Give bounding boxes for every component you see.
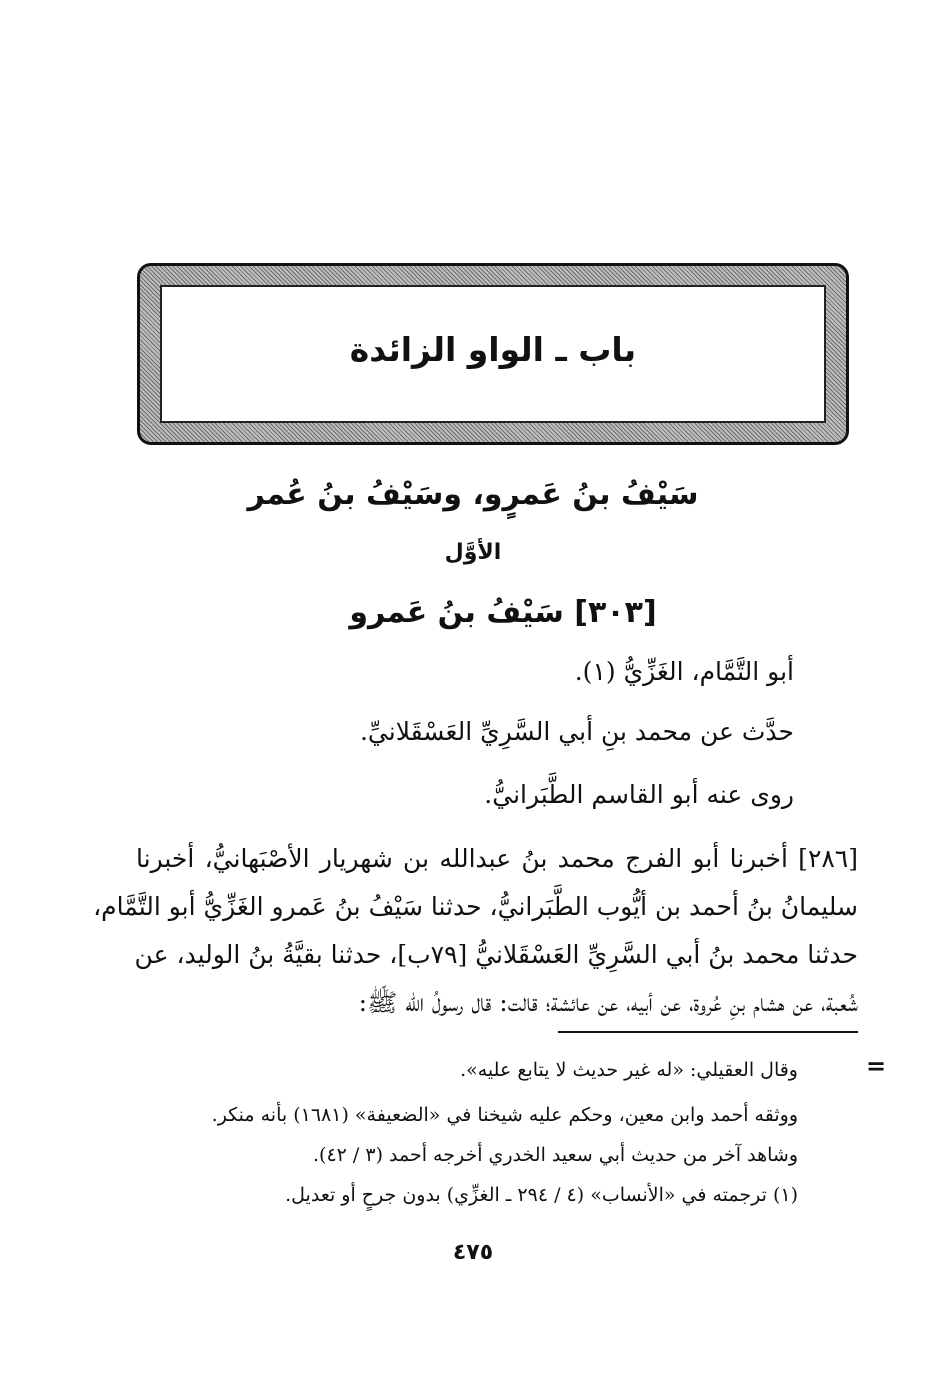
hadith-line: شُعبة، عن هشام بنِ عُروة، عن أبيه، عن عائشة؛ قالت: قال رسولُ الله ﷺ: <box>358 988 858 1017</box>
footnote-line: (١) ترجمته في «الأنساب» (٤ / ٢٩٤ ـ الغزِّي) بدون جرحٍ أو تعديل. <box>285 1184 798 1206</box>
chapter-banner-inner <box>160 285 826 423</box>
page-number: ٤٧٥ <box>452 1240 494 1265</box>
footnote-line: وشاهد آخر من حديث أبي سعيد الخدري أخرجه أحمد (٣ / ٤٢). <box>312 1144 798 1166</box>
chapter-banner <box>137 263 849 445</box>
entry-line-narrated-by: روى عنه أبو القاسم الطَّبَرانيُّ. <box>484 780 794 809</box>
hadith-line: سليمانُ بنُ أحمد بن أيُّوب الطَّبَرانيُّ، حدثنا سَيْفُ بنُ عَمرو الغَزِّيُّ أبو التَّمَّام، <box>93 892 858 921</box>
entry-line-narrated-from: حدَّث عن محمد بنِ أبي السَّرِيِّ العَسْقَلانيِّ. <box>359 717 794 746</box>
footnote-line: وقال العقيلي: «له غير حديث لا يتابع عليه». <box>460 1059 798 1081</box>
footnote-divider <box>558 1031 858 1033</box>
entry-heading: [٣٠٣] سَيْفُ بنُ عَمرو <box>349 595 657 630</box>
hadith-paragraph <box>93 835 858 1027</box>
footnote-continuation-mark: = <box>866 1052 887 1080</box>
hadith-line: [٢٨٦] أخبرنا أبو الفرج محمد بنُ عبدالله بن شهريار الأصْبَهانيُّ، أخبرنا <box>136 844 858 873</box>
hadith-line: حدثنا محمد بنُ أبي السَّرِيِّ العَسْقَلانيُّ [٧٩ب]، حدثنا بقيَّةُ بنُ الوليد، عن <box>134 940 858 969</box>
footnote-line: ووثقه أحمد وابن معين، وحكم عليه شيخنا في «الضعيفة» (١٦٨١) بأنه منكر. <box>211 1104 798 1126</box>
section-ordinal: الأوَّل <box>444 540 502 565</box>
entry-line-kunya: أبو التَّمَّام، الغَزِّيُّ (١). <box>574 657 794 686</box>
section-heading: سَيْفُ بنُ عَمرٍو، وسَيْفُ بنُ عُمر <box>247 477 699 512</box>
chapter-title: باب ـ الواو الزائدة <box>349 329 637 369</box>
